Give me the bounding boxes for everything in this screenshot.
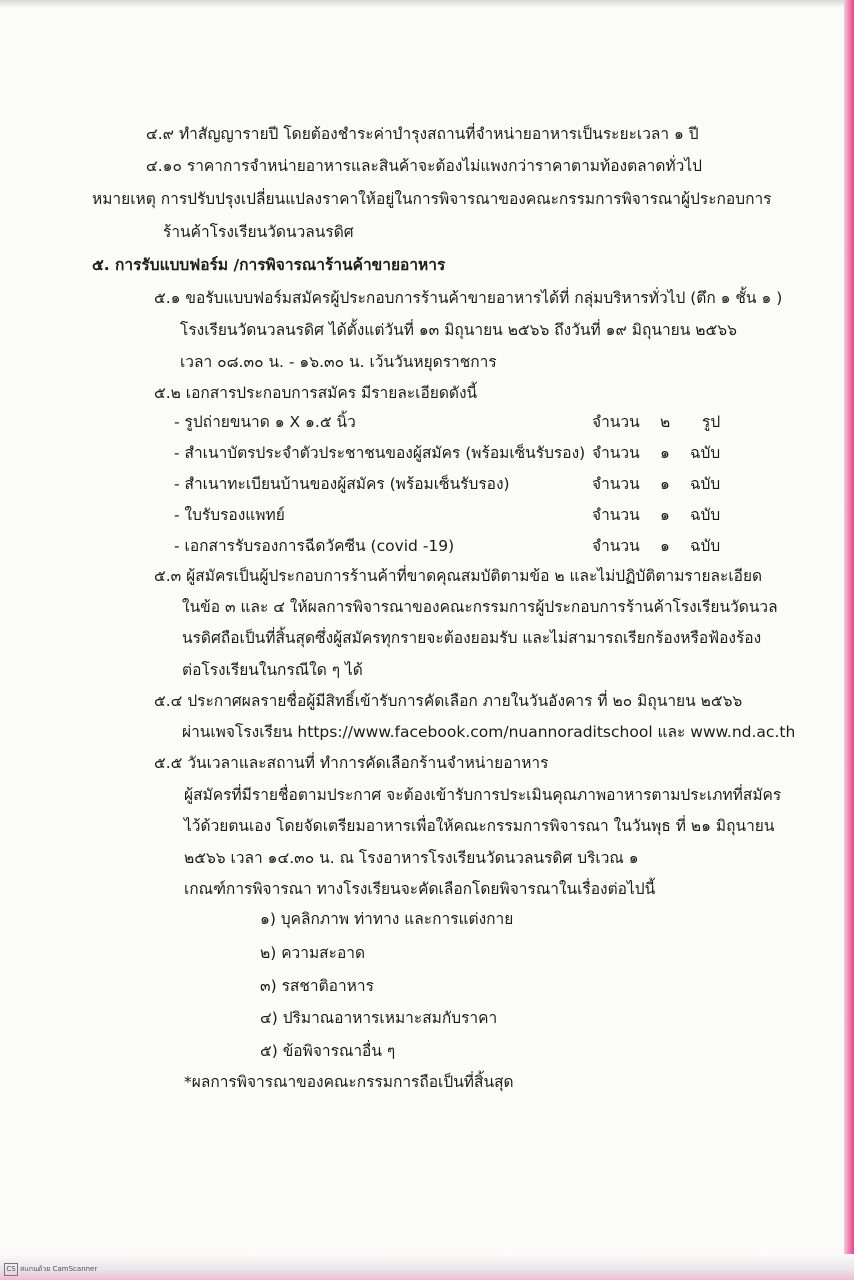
item-5-5-line-4: เกณฑ์การพิจารณา ทางโรงเรียนจะคัดเลือกโดยพิจารณาในเรื่องต่อไปนี้	[184, 880, 656, 898]
final-note: *ผลการพิจารณาของคณะกรรมการถือเป็นที่สิ้นสุด	[184, 1073, 514, 1091]
document-qty-label: จำนวน	[592, 413, 640, 431]
item-4-9: ๔.๙ ทำสัญญารายปี โดยต้องชำระค่าบำรุงสถานที่จำหน่ายอาหารเป็นระยะเวลา ๑ ปี	[146, 125, 699, 143]
document-qty-label: จำนวน	[592, 537, 640, 555]
list-item: ๑) บุคลิกภาพ ท่าทาง และการแต่งกาย	[260, 910, 514, 928]
item-5-3-line-2: ในข้อ ๓ และ ๔ ให้ผลการพิจารณาของคณะกรรมการผู้ประกอบการร้านค้าโรงเรียนวัดนวล	[182, 598, 778, 616]
item-5-3-line-4: ต่อโรงเรียนในกรณีใด ๆ ได้	[182, 661, 363, 679]
document-qty-label: จำนวน	[592, 475, 640, 493]
list-item: ๔) ปริมาณอาหารเหมาะสมกับราคา	[260, 1009, 498, 1027]
document-name: - สำเนาทะเบียนบ้านของผู้สมัคร (พร้อมเซ็นรับรอง)	[174, 475, 510, 493]
item-5-3-line-1: ๕.๓ ผู้สมัครเป็นผู้ประกอบการร้านค้าที่ขาดคุณสมบัติตามข้อ ๒ และไม่ปฏิบัติตามรายละเอียด	[154, 567, 763, 585]
document-qty-count: ๑	[660, 537, 670, 555]
scan-top-edge	[0, 0, 854, 8]
list-item: ๓) รสชาติอาหาร	[260, 977, 374, 995]
scanner-text: สแกนด้วย CamScanner	[20, 1265, 98, 1273]
camscanner-logo-icon: CS	[4, 1263, 18, 1276]
document-qty-unit: ฉบับ	[690, 444, 721, 462]
item-5-4-line-1: ๕.๔ ประกาศผลรายชื่อผู้มีสิทธิ์เข้ารับการคัดเลือก ภายในวันอังคาร ที่ ๒๐ มิถุนายน ๒๕๖๖	[154, 692, 743, 710]
document-name: - ใบรับรองแพทย์	[174, 506, 285, 524]
document-qty-label: จำนวน	[592, 444, 640, 462]
note-line-1: หมายเหตุ การปรับปรุงเปลี่ยนแปลงราคาให้อยู่ในการพิจารณาของคณะกรรมการพิจารณาผู้ประกอบการ	[92, 190, 772, 208]
section-5-heading: ๕. การรับแบบฟอร์ม /การพิจารณาร้านค้าขายอาหาร	[92, 256, 446, 274]
document-qty-count: ๑	[660, 475, 670, 493]
list-item: ๒) ความสะอาด	[260, 944, 366, 962]
item-5-3-line-3: นรดิศถือเป็นที่สิ้นสุดซึ่งผู้สมัครทุกรายจะต้องยอมรับ และไม่สามารถเรียกร้องหรือฟ้องร้อง	[182, 629, 762, 647]
note-line-2: ร้านค้าโรงเรียนวัดนวลนรดิศ	[163, 223, 354, 241]
item-5-5-heading: ๕.๕ วันเวลาและสถานที่ ทำการคัดเลือกร้านจำหน่ายอาหาร	[154, 754, 549, 772]
item-5-4-line-2: ผ่านเพจโรงเรียน https://www.facebook.com/nuannoraditschool และ www.nd.ac.th	[182, 723, 796, 741]
document-qty-unit: ฉบับ	[690, 506, 721, 524]
document-qty-unit: ฉบับ	[690, 475, 721, 493]
scan-bottom-edge	[0, 1254, 854, 1280]
document-qty-count: ๒	[660, 413, 671, 431]
document-qty-unit: ฉบับ	[690, 537, 721, 555]
item-5-1-line-1: ๕.๑ ขอรับแบบฟอร์มสมัครผู้ประกอบการร้านค้าขายอาหารได้ที่ กลุ่มบริหารทั่วไป (ตึก ๑ ชั้น ๑ )	[154, 289, 783, 307]
document-qty-unit: รูป	[702, 413, 721, 431]
item-5-5-line-1: ผู้สมัครที่มีรายชื่อตามประกาศ จะต้องเข้ารับการประเมินคุณภาพอาหารตามประเภทที่สมัคร	[184, 786, 782, 804]
document-name: - สำเนาบัตรประจำตัวประชาชนของผู้สมัคร (พร้อมเซ็นรับรอง)	[174, 444, 586, 462]
document-qty-count: ๑	[660, 444, 670, 462]
item-5-5-line-3: ๒๕๖๖ เวลา ๑๔.๓๐ น. ณ โรงอาหารโรงเรียนวัดนวลนรดิศ บริเวณ ๑	[184, 849, 639, 867]
scan-right-edge	[844, 0, 854, 1280]
item-5-1-line-2: โรงเรียนวัดนวลนรดิศ ได้ตั้งแต่วันที่ ๑๓ มิถุนายน ๒๕๖๖ ถึงวันที่ ๑๙ มิถุนายน ๒๕๖๖	[180, 321, 737, 339]
item-5-5-line-2: ไว้ด้วยตนเอง โดยจัดเตรียมอาหารเพื่อให้คณะกรรมการพิจารณา ในวันพุธ ที่ ๒๑ มิถุนายน	[184, 817, 775, 835]
item-5-1-line-3: เวลา ๐๘.๓๐ น. - ๑๖.๓๐ น. เว้นวันหยุดราชการ	[180, 353, 497, 371]
list-item: ๕) ข้อพิจารณาอื่น ๆ	[260, 1042, 396, 1060]
scanner-watermark	[4, 1262, 97, 1276]
document-name: - รูปถ่ายขนาด ๑ X ๑.๕ นิ้ว	[174, 413, 356, 431]
document-name: - เอกสารรับรองการฉีดวัคซีน (covid -19)	[174, 537, 455, 555]
document-qty-count: ๑	[660, 506, 670, 524]
item-5-2-heading: ๕.๒ เอกสารประกอบการสมัคร มีรายละเอียดดังนี้	[154, 384, 478, 402]
document-qty-label: จำนวน	[592, 506, 640, 524]
item-4-10: ๔.๑๐ ราคาการจำหน่ายอาหารและสินค้าจะต้องไม่แพงกว่าราคาตามท้องตลาดทั่วไป	[146, 157, 702, 175]
